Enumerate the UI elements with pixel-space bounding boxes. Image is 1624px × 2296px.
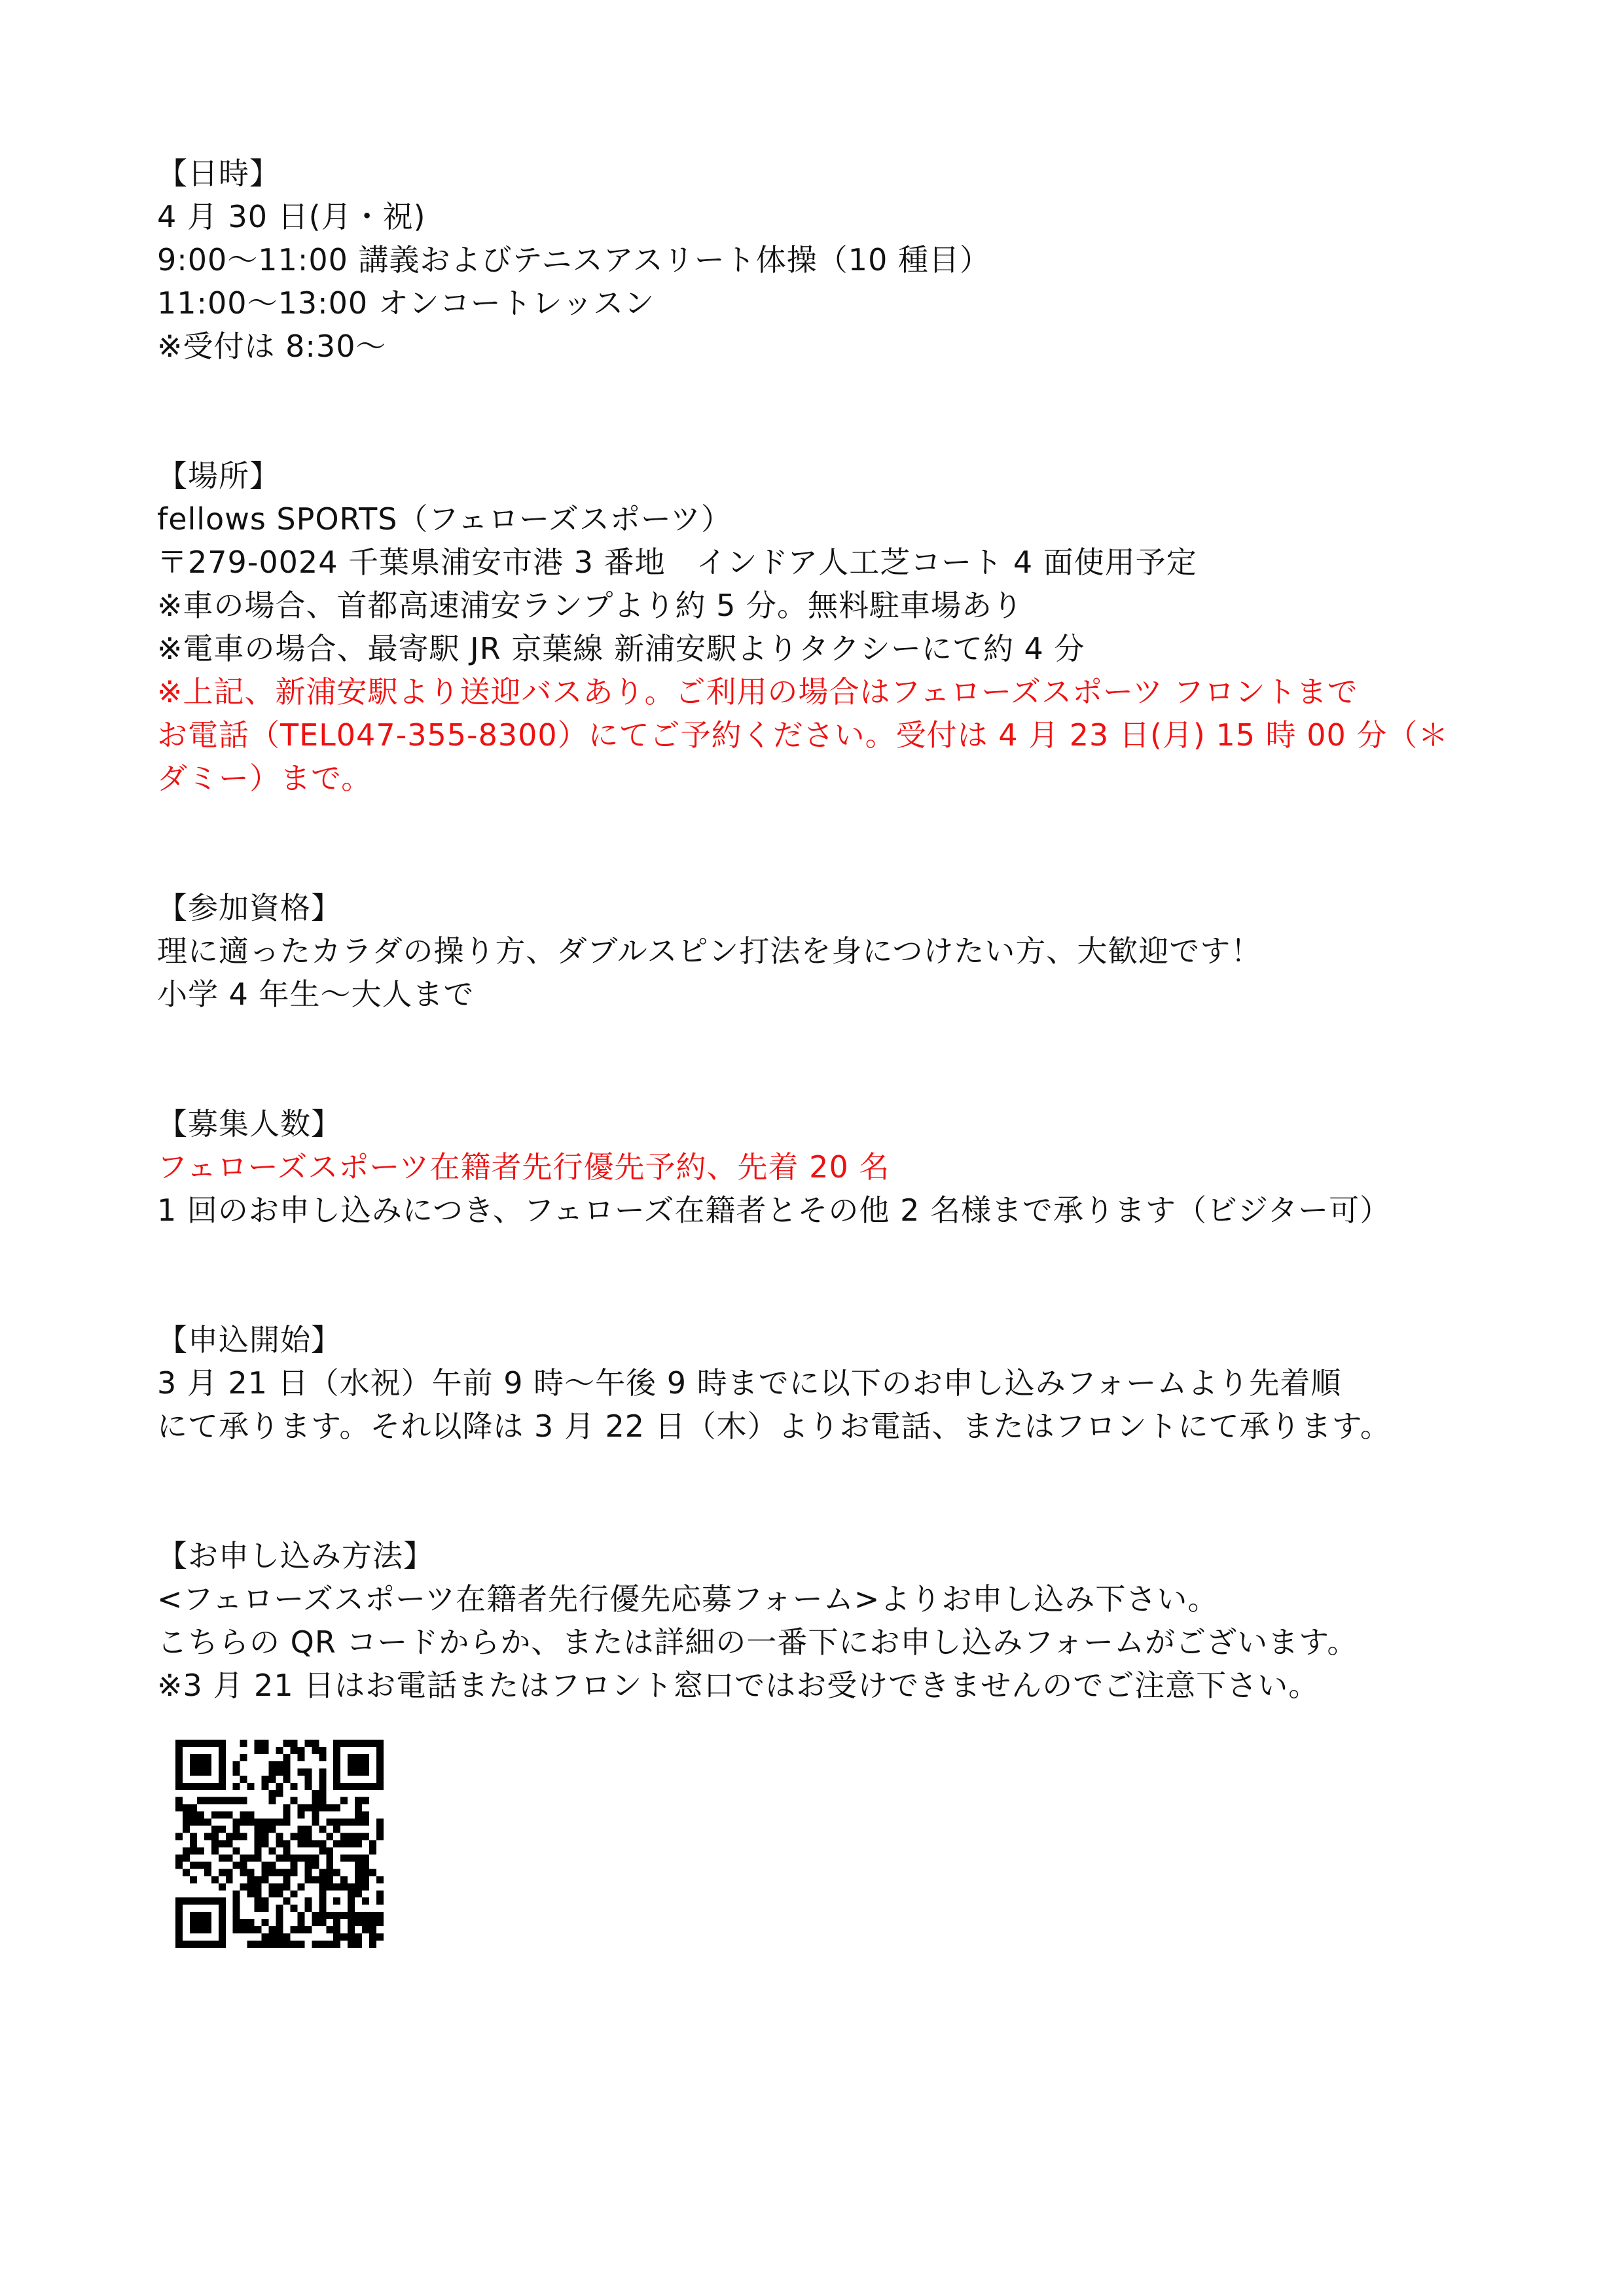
datetime-reception: ※受付は 8:30～ — [157, 329, 387, 364]
place-bus-notice-2: お電話（TEL047-355-8300）にてご予約ください。受付は 4 月 23 日(月) 15 時 00 分（＊ — [157, 717, 1449, 753]
datetime-lesson: 11:00～13:00 オンコートレッスン — [157, 285, 655, 321]
datetime-lecture: 9:00～11:00 講義およびテニスアスリート体操（10 種目） — [157, 242, 990, 278]
method-caution: ※3 月 21 日はお電話またはフロント窓口ではお受けできませんのでご注意下さい。 — [157, 1668, 1320, 1703]
start-line-1: 3 月 21 日（水祝）午前 9 時～午後 9 時までに以下のお申し込みフォームより先着順 — [157, 1365, 1342, 1401]
capacity-notice: フェローズスポーツ在籍者先行優先予約、先着 20 名 — [157, 1149, 890, 1185]
heading-method: 【お申し込み方法】 — [157, 1538, 434, 1573]
qr-code-icon[interactable] — [175, 1740, 384, 1948]
start-line-2: にて承ります。それ以降は 3 月 22 日（木）よりお電話、またはフロントにて承ります。 — [157, 1408, 1391, 1444]
method-form: <フェローズスポーツ在籍者先行優先応募フォーム>よりお申し込み下さい。 — [157, 1581, 1219, 1617]
capacity-detail: 1 回のお申し込みにつき、フェローズ在籍者とその他 2 名様まで承ります（ビジター可） — [157, 1193, 1391, 1228]
place-bus-notice-3: ダミー）まで。 — [157, 761, 372, 796]
heading-datetime: 【日時】 — [157, 156, 280, 191]
heading-capacity: 【募集人数】 — [157, 1106, 342, 1141]
place-train: ※電車の場合、最寄駅 JR 京葉線 新浦安駅よりタクシーにて約 4 分 — [157, 631, 1085, 666]
eligibility-age: 小学 4 年生～大人まで — [157, 977, 475, 1012]
place-bus-notice-1: ※上記、新浦安駅より送迎バスあり。ご利用の場合はフェローズスポーツ フロントまで — [157, 674, 1358, 709]
heading-start: 【申込開始】 — [157, 1322, 342, 1357]
place-venue: fellows SPORTS（フェローズスポーツ） — [157, 501, 732, 537]
heading-eligibility: 【参加資格】 — [157, 890, 342, 925]
method-qr-note: こちらの QR コードからか、または詳細の一番下にお申し込みフォームがございます。 — [157, 1624, 1358, 1660]
place-car: ※車の場合、首都高速浦安ランプより約 5 分。無料駐車場あり — [157, 588, 1024, 623]
datetime-date: 4 月 30 日(月・祝) — [157, 199, 426, 234]
heading-place: 【場所】 — [157, 458, 280, 493]
eligibility-description: 理に適ったカラダの操り方、ダブルスピン打法を身につけたい方、大歓迎です！ — [157, 933, 1262, 969]
place-address: 〒279-0024 千葉県浦安市港 3 番地 インドア人工芝コート 4 面使用予定 — [157, 545, 1197, 580]
